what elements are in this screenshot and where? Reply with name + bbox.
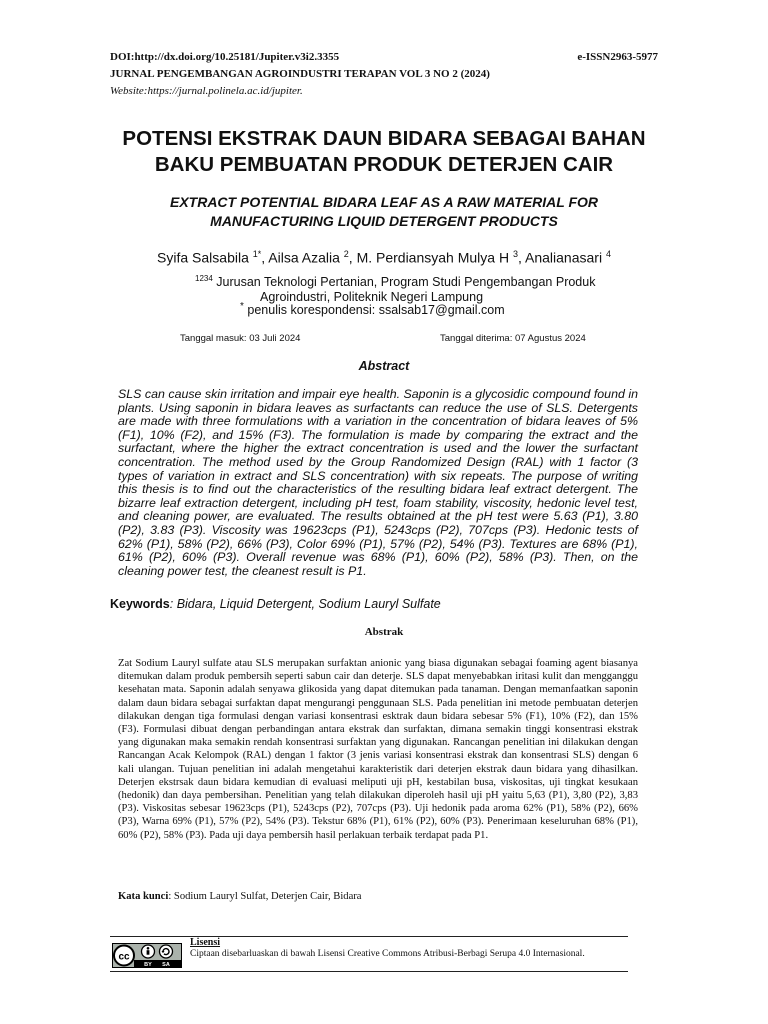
affiliation-line-1: Jurusan Teknologi Pertanian, Program Studi Pengembangan Produk (216, 275, 596, 290)
author-separator: , (348, 249, 357, 266)
cc-sa-text: SA (162, 962, 170, 968)
author-name: M. Perdiansyah Mulya H (356, 249, 510, 266)
license-title[interactable]: Lisensi (190, 937, 221, 948)
author-list (110, 249, 658, 266)
keywords-values: : Bidara, Liquid Detergent, Sodium Lauryl Sulfate (169, 597, 441, 611)
received-date (180, 333, 300, 344)
received-label: Tanggal masuk: (180, 333, 247, 344)
issn-label: e-ISSN2963-5977 (577, 51, 658, 63)
journal-website[interactable]: Website:https://jurnal.polinela.ac.id/jupiter. (110, 85, 303, 97)
svg-text:cc: cc (118, 951, 130, 963)
journal-name: JURNAL PENGEMBANGAN AGROINDUSTRI TERAPAN VOL 3 NO 2 (2024) (110, 68, 490, 80)
keywords-indonesian (118, 891, 362, 902)
license-divider-top (110, 936, 628, 937)
accepted-value: 07 Agustus 2024 (515, 333, 586, 344)
paper-title (60, 126, 708, 178)
accepted-date (440, 333, 586, 344)
keywords-label: Keywords (110, 597, 170, 611)
abstract-heading: Abstract (358, 359, 410, 373)
abstrak-heading: Abstrak (364, 626, 404, 638)
affiliation-line-2: Agroindustri, Politeknik Negeri Lampung (260, 290, 484, 305)
author-name: Syifa Salsabila (157, 249, 249, 266)
correspondence-mark: * (240, 301, 244, 312)
abstrak-indonesian: Zat Sodium Lauryl sulfate atau SLS merupakan surfaktan anionic yang biasa digunakan sebagai foaming agent biasanya ditemukan dalam produk pembersih seperti sabun cair dan deterje. SLS dapat menyebabkan iritasi kulit dan mengganggu kesehatan mata. Saponin adalah senyawa glikosida yang dapat ditemukan pada tanaman. Dengan memanfaatkan saponin dalam daun bidara sebagai surfaktan dapat mengurangi penggunaan SLS. Pada penelitian ini metode pembuatan deterjen dilakukan dengan tiga formulasi dengan variasi konsentrasi esktrak daun bidara sebesar 5% (F1), 10% (F2), dan 15% (F3). Formulasi dibuat dengan perbandingan antara ekstrak dan surfaktan, dimana semakin tinggi konsentrasi ekstrak yang digunakan maka semakin rendah konsentrasi surfaktan yang digunakan. Rancangan penelitian ini dilakukan dengan Rancangan Acak Kelompok (RAL) dengan 1 faktor (3 jenis variasi konsentrasi ekstrak dan konsentrasi SLS) dengan 6 kali ulangan. Tujuan penelitian ini adalah mengetahui karakteristik dari deterjen ekstrak daun bidara yang dihasilkan. Deterjen ekstrsak daun bidara kemudian di evaluasi meliputi uji pH, kestabilan busa, viskositas, uji tingkat kesukaan (hedonik) dan daya pembersihan. Penelitian yang telah dilakukan diperoleh hasil uji pH yaitu 5,63 (P1), 3,80 (P2), 3,83 (P3). Viskositas sebesar 19623cps (P1), 5243cps (P2), 707cps (P3). Uji hedonik pada aroma 62% (P1), 58% (P2), 66% (P3), Warna 69% (P1), 57% (P2), 54% (P3). Tekstur 68% (P1), 61% (P2), 60% (P3). Penerimaan keseluruhan 68% (P1), 60% (P2), 58% (P3). Pada uji daya pembersih hasil perlakuan terbaik terdapat pada P1. (118, 658, 638, 841)
paper-title-line-2: BAKU PEMBUATAN PRODUK DETERJEN CAIR (154, 153, 614, 176)
cc-license-icon (112, 943, 182, 968)
author-name: Analianasari (525, 249, 603, 266)
kata-kunci-label: Kata kunci (118, 891, 169, 902)
correspondence (240, 301, 505, 317)
author-name: Ailsa Azalia (268, 249, 340, 266)
cc-by-sa-badge[interactable] (112, 943, 182, 968)
author-affiliation-mark: 1* (252, 249, 262, 259)
doi-link[interactable]: DOI:http://dx.doi.org/10.25181/Jupiter.v3i2.3355 (110, 51, 340, 63)
cc-by-text: BY (144, 962, 152, 968)
paper-subtitle-line-1: EXTRACT POTENTIAL BIDARA LEAF AS A RAW MATERIAL FOR (169, 194, 599, 210)
correspondence-email[interactable]: penulis korespondensi: ssalsab17@gmail.com (247, 303, 505, 318)
author-separator: , (517, 249, 525, 266)
paper-subtitle (80, 193, 688, 231)
author-affiliation-mark: 3 (512, 249, 518, 259)
author-affiliation-mark: 2 (343, 249, 349, 259)
kata-kunci-values: : Sodium Lauryl Sulfat, Deterjen Cair, Bidara (168, 891, 362, 902)
author-separator: , (261, 249, 269, 266)
keywords-english (110, 597, 441, 611)
received-value: 03 Juli 2024 (249, 333, 301, 344)
paper-title-line-1: POTENSI EKSTRAK DAUN BIDARA SEBAGAI BAHAN (122, 127, 646, 150)
license-divider-bottom (110, 971, 628, 972)
license-text: Ciptaan disebarluaskan di bawah Lisensi Creative Commons Atribusi-Berbagi Serupa 4.0 Internasional. (190, 949, 585, 959)
author-affiliation-mark: 4 (605, 249, 611, 259)
affiliation-mark: 1234 (195, 274, 213, 283)
accepted-label: Tanggal diterima: (440, 333, 513, 344)
paper-subtitle-line-2: MANUFACTURING LIQUID DETERGENT PRODUCTS (210, 213, 558, 229)
abstract-english: SLS can cause skin irritation and impair eye health. Saponin is a glycosidic compound found in plants. Using saponin in bidara leaves as surfactants can reduce the use of SLS. Detergents are made with three formulations with a variation in the concentration of bidara leaves of 5% (F1), 10% (F2), and 15% (F3). The formulation is made by comparing the extract and the surfactant, where the higher the extract concentration is used and the lower the surfactant concentration. The method used by the Group Randomized Design (RAL) with 1 factor (3 types of variation in extract and SLS concentration) with six repeats. The purpose of writing this thesis is to find out the characteristics of the resulting bidara leaf extract detergent. The bizarre leaf extraction detergent, including pH test, foam stability, viscosity, hedonic level test, and cleaning power, are evaluated. The results obtained at the pH test were 5.63 (P1), 3.80 (P2), 3.83 (P3). Viscosity was 19623cps (P1), 5243cps (P2), 707cps (P3). Hedonic tests of 62% (P1), 58% (P2), 66% (P3), Color 69% (P1), 57% (P2), 54% (P3). Textures are 68% (P1), 61% (P2), 60% (P3). Overall revenue was 68% (P1), 60% (P2), 58% (P3). Then, on the cleaning power test, the cleanest result is P1. (118, 387, 638, 578)
